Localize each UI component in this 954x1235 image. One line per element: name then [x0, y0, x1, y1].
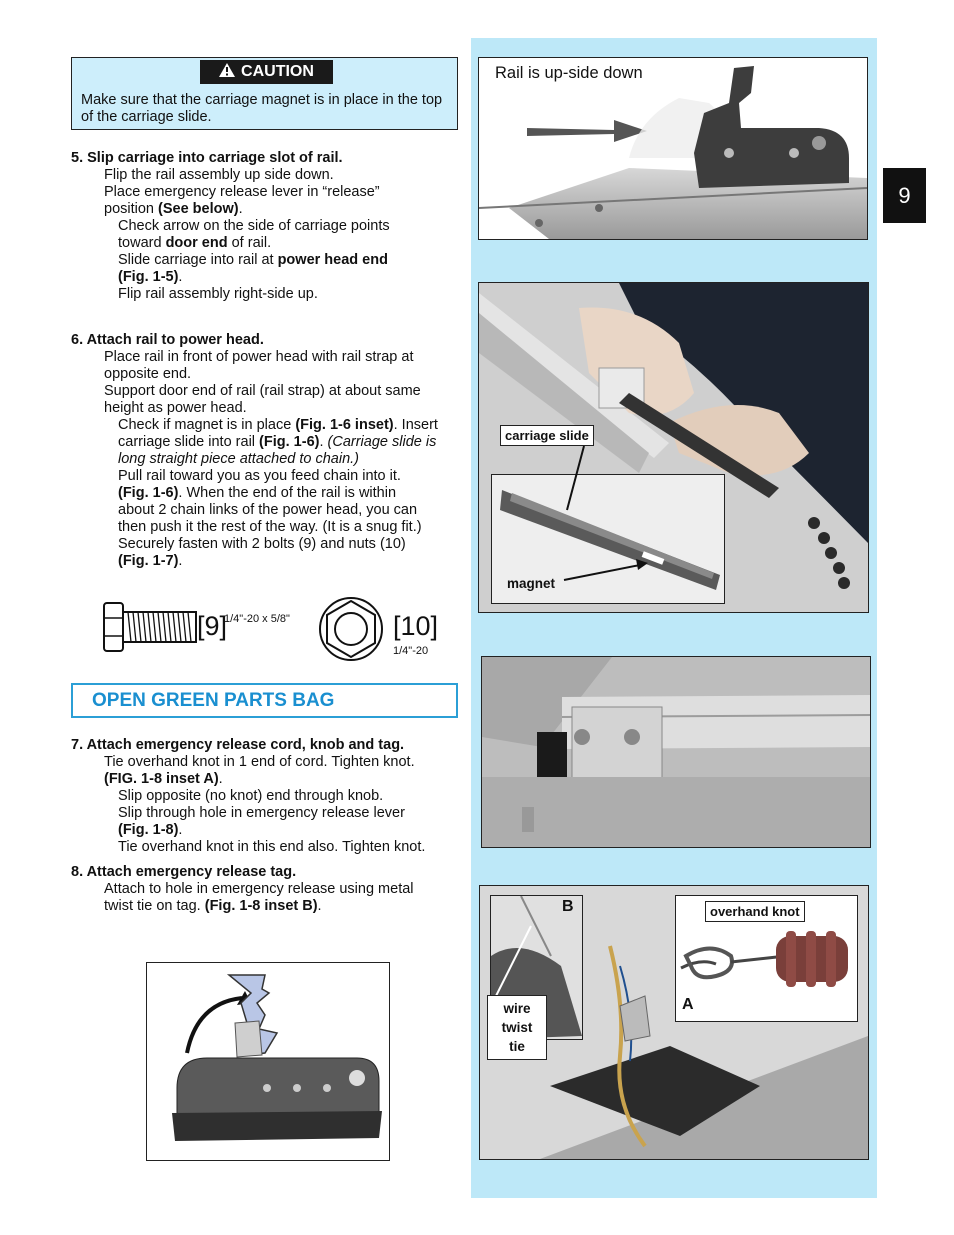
page-number: 9: [898, 182, 911, 208]
instruction-line: opposite end.: [104, 366, 192, 382]
overhand-knot-label: overhand knot: [705, 901, 805, 922]
figure-1-5-caption: Rail is up-side down: [495, 64, 643, 82]
carriage-slide-label: carriage slide: [500, 425, 594, 446]
instruction-line: Check arrow on the side of carriage points: [118, 218, 390, 234]
instruction-line: Slide carriage into rail at power head end: [118, 252, 388, 268]
release-lever-figure: [146, 962, 390, 1161]
instruction-line: Securely fasten with 2 bolts (9) and nuts (10): [118, 536, 406, 552]
instruction-line: carriage slide into rail (Fig. 1-6). (Carriage slide is: [118, 434, 437, 450]
instruction-line: Flip the rail assembly up side down.: [104, 167, 334, 183]
instruction-line: Pull rail toward you as you feed chain into it.: [118, 468, 401, 484]
instruction-line: Tie overhand knot in this end also. Tighten knot.: [118, 839, 426, 855]
figure-1-7: [481, 656, 871, 848]
instruction-line: Flip rail assembly right-side up.: [118, 286, 318, 302]
bolt-illustration: [103, 600, 198, 659]
step-8-title: 8. Attach emergency release tag.: [71, 864, 297, 880]
step-5-lines: [71, 167, 466, 303]
page-number-tab: [883, 168, 926, 223]
instruction-line: Slip opposite (no knot) end through knob.: [118, 788, 384, 804]
bolt-number: [9]: [197, 611, 228, 641]
step-5: [71, 150, 466, 303]
step-6: [71, 332, 466, 570]
step-7-title: 7. Attach emergency release cord, knob and tag.: [71, 737, 405, 753]
instruction-line: (Fig. 1-8).: [118, 822, 183, 838]
inset-a-label: A: [682, 996, 694, 1013]
wire-twist-tie-label: wire twist tie: [487, 995, 547, 1060]
open-green-parts-bag-header: OPEN GREEN PARTS BAG: [71, 683, 458, 718]
instruction-line: Place emergency release lever in “release”: [104, 184, 380, 200]
instruction-line: (Fig. 1-7).: [118, 553, 183, 569]
caution-text: Make sure that the carriage magnet is in place in the top of the carriage slide.: [81, 92, 443, 125]
instruction-line: (Fig. 1-5).: [118, 269, 183, 285]
figure-1-5: [478, 57, 868, 240]
instruction-line: height as power head.: [104, 400, 247, 416]
step-8: [71, 864, 466, 915]
step-6-lines: [71, 349, 466, 570]
instruction-line: twist tie on tag. (Fig. 1-8 inset B).: [104, 898, 322, 914]
instruction-line: Tie overhand knot in 1 end of cord. Tighten knot.: [104, 754, 415, 770]
instruction-line: Check if magnet is in place (Fig. 1-6 inset). Insert: [118, 417, 438, 433]
instruction-line: toward door end of rail.: [118, 235, 272, 251]
step-5-title: 5. Slip carriage into carriage slot of rail.: [71, 150, 343, 166]
instruction-line: Place rail in front of power head with rail strap at: [104, 349, 414, 365]
nut-size: 1/4"-20: [393, 645, 429, 657]
instruction-line: (FIG. 1-8 inset A).: [104, 771, 223, 787]
instruction-line: Attach to hole in emergency release using metal: [104, 881, 414, 897]
instruction-line: about 2 chain links of the power head, you can: [118, 502, 418, 518]
instruction-line: (Fig. 1-6). When the end of the rail is within: [118, 485, 397, 501]
instruction-line: long straight piece attached to chain.): [118, 451, 360, 467]
nut-illustration: [318, 596, 384, 667]
nut-number: [10]: [393, 611, 439, 641]
instruction-line: then push it the rest of the way. (It is a snug fit.): [118, 519, 422, 535]
warning-triangle-icon: [219, 63, 235, 82]
instruction-line: Slip through hole in emergency release lever: [118, 805, 405, 821]
caution-badge: [200, 60, 333, 84]
instruction-line: Support door end of rail (rail strap) at about same: [104, 383, 421, 399]
bolt-size: 1/4"-20 x 5/8": [224, 613, 290, 625]
step-7-lines: [71, 754, 466, 856]
instruction-line: position (See below).: [104, 201, 243, 217]
caution-label: CAUTION: [241, 63, 314, 80]
magnet-label: magnet: [507, 576, 556, 591]
step-7: [71, 737, 466, 856]
step-6-title: 6. Attach rail to power head.: [71, 332, 264, 348]
step-8-lines: [71, 881, 466, 915]
inset-b-label: B: [562, 898, 574, 915]
